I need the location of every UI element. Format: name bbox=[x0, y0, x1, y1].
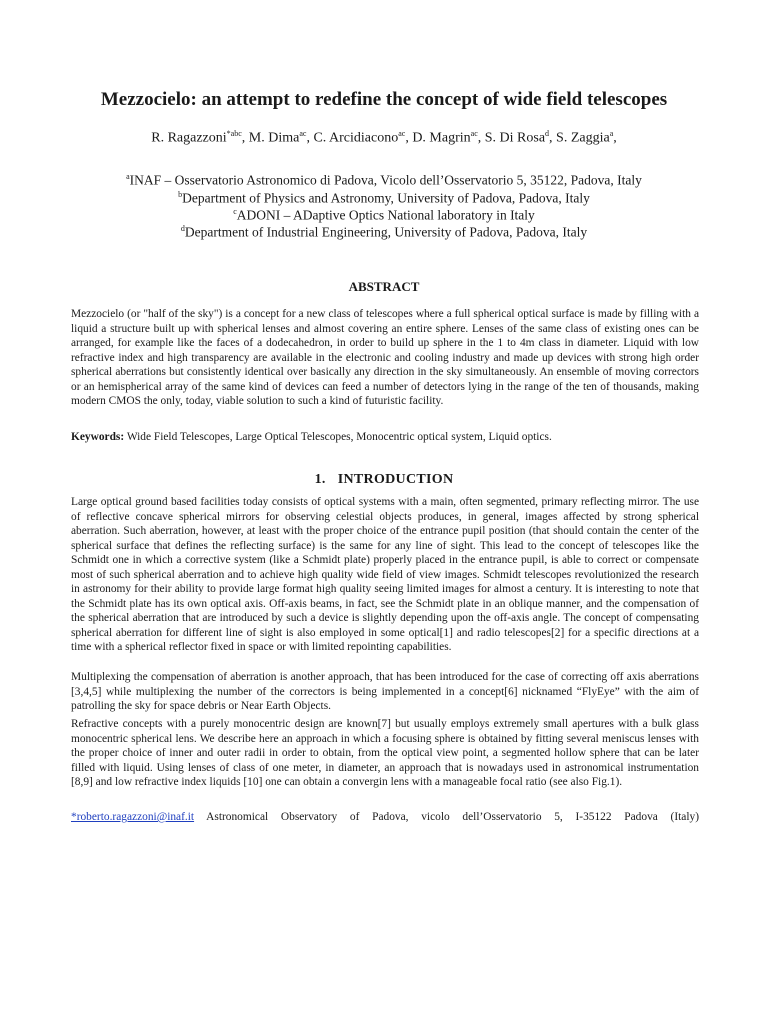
intro-paragraph-1: Large optical ground based facilities today consists of optical systems with a main, often segmented, primary reflecting mirror. The use of reflective concave spherical mirrors for observing celestial objects produces, in general, images affected by strong spherical aberration. Such aberration, however, at least with the proper choice of the entrance pupil position (that should contain the center of the spherical surface that defines the reflecting surface) is the same for any line of sight. This lead to the concept of telescopes like the Schmidt one in which a corrective system (like a Schmidt plate) properly placed in the entrance pupil, is able to correct or compensate most of such spherical aberration and to achieve high quality wide field of view images. Schmidt telescopes revolutionized the research in astronomy for their ability to provide large format high quality seeing limited images for almost a century. It is interesting to note that the Schmidt plate has its own optical axis. Off-axis beams, in fact, see the Schmidt plate in an oblique manner, and the compensation of the spherical aberration that are introduced by such a device is slightly depending upon the off-axis angle. The concept of compensating spherical aberration for different line of sight is also employed in some optical[1] and radio telescopes[2] for a specific directions at a time with a spherical reflector fixed in space or with limited repointing capabilities. bbox=[71, 496, 699, 653]
author-name: D. Magrin bbox=[412, 130, 471, 146]
affiliation-text: Department of Industrial Engineering, University of Padova, Padova, Italy bbox=[184, 224, 588, 240]
author-separator: , bbox=[613, 130, 617, 146]
author-name: S. Zaggia bbox=[556, 130, 610, 146]
author-affiliation-mark: a bbox=[609, 129, 614, 138]
abstract-text: Mezzocielo (or "half of the sky") is a concept for a new class of telescopes where a full spherical optical surface is made by filling with a liquid a structure built up with spherical lenses and almost covering an entire sphere. Lenses of the same class of existing ones can be arranged, for example like the faces of a dodecahedron, in order to build up sphere in the 1 to 4m class in diameter. Liquid with low refractive index and high transparency are available in the electronic and cooling industry and made up devices with strong high order spherical aberrations but consistently identical over basically any direction in the sky simultaneously. An ensemble of moving correctors or an hemispherical array of the same kind of devices can feed a number of detectors lying in the range of the ten of thousands, making modern CMOS the only, today, viable solution to such a kind of futuristic facility. bbox=[71, 308, 699, 407]
section-heading-introduction bbox=[0, 471, 768, 488]
keywords bbox=[71, 430, 699, 445]
footnote bbox=[71, 810, 699, 825]
author-separator: , bbox=[477, 130, 485, 146]
author-separator: , bbox=[405, 130, 413, 146]
author-affiliation-mark: *abc bbox=[226, 129, 242, 138]
author-name: R. Ragazzoni bbox=[151, 130, 227, 146]
author-name: S. Di Rosa bbox=[484, 130, 546, 146]
affiliation-mark: a bbox=[126, 172, 130, 181]
author-list bbox=[0, 125, 768, 148]
affiliation-d bbox=[0, 220, 768, 241]
affiliation-text: ADONI – ADaptive Optics National laboratory in Italy bbox=[236, 207, 535, 223]
author-affiliation-mark: d bbox=[545, 129, 550, 138]
section-number: 1. bbox=[314, 472, 326, 487]
author-name: M. Dima bbox=[248, 130, 300, 146]
author-email-link[interactable]: *roberto.ragazzoni@inaf.it bbox=[71, 811, 195, 823]
section-title: INTRODUCTION bbox=[337, 472, 454, 487]
author-name: C. Arcidiacono bbox=[313, 130, 399, 146]
affiliation-text: INAF – Osservatorio Astronomico di Padova, Vicolo dell’Osservatorio 5, 35122, Padova, Italy bbox=[129, 172, 642, 188]
keywords-label: Keywords: bbox=[71, 431, 125, 443]
author-separator: , bbox=[241, 130, 249, 146]
author-separator: , bbox=[549, 130, 557, 146]
keywords-text: Wide Field Telescopes, Large Optical Telescopes, Monocentric optical system, Liquid optics. bbox=[126, 431, 552, 443]
affiliation-text: Department of Physics and Astronomy, University of Padova, Padova, Italy bbox=[182, 190, 590, 206]
abstract-heading: ABSTRACT bbox=[348, 279, 420, 294]
paper-title: Mezzocielo: an attempt to redefine the concept of wide field telescopes bbox=[100, 89, 668, 110]
affiliation-mark: b bbox=[178, 190, 183, 199]
author-affiliation-mark: ac bbox=[470, 129, 478, 138]
author-separator: , bbox=[306, 130, 314, 146]
intro-paragraph-2: Multiplexing the compensation of aberration is another approach, that has been introduced for the case of correcting off axis aberrations [3,4,5] while multiplexing the number of the correctors is being implemented in a concept[6] nicknamed “FlyEye” with the aim of patrolling the sky for space debris or Near Earth Objects. bbox=[71, 671, 699, 712]
author-affiliation-mark: ac bbox=[299, 129, 307, 138]
affiliation-mark: d bbox=[180, 224, 185, 233]
intro-paragraph-3: Refractive concepts with a purely monocentric design are known[7] but usually employs extremely small apertures with a bulk glass monocentric spherical lens. We describe here an approach in which a focusing sphere is obtained by fitting several meniscus lenses with the proper choice of inner and outer radii in order to obtain, from the optical view point, a segmented hollow sphere that can be later filled with liquid. Using lenses of class of one meter, in diameter, an approach that is nowadays used in astronomical instrumentation [8,9] and low refractive index liquids [10] one can obtain a convergin lens with a manageable focal ratio (see also Fig.1). bbox=[71, 718, 699, 788]
affiliation-mark: c bbox=[233, 207, 237, 216]
footnote-address: Astronomical Observatory of Padova, vicolo dell’Osservatorio 5, I-35122 Padova (Italy) bbox=[206, 811, 699, 823]
author-affiliation-mark: ac bbox=[398, 129, 406, 138]
